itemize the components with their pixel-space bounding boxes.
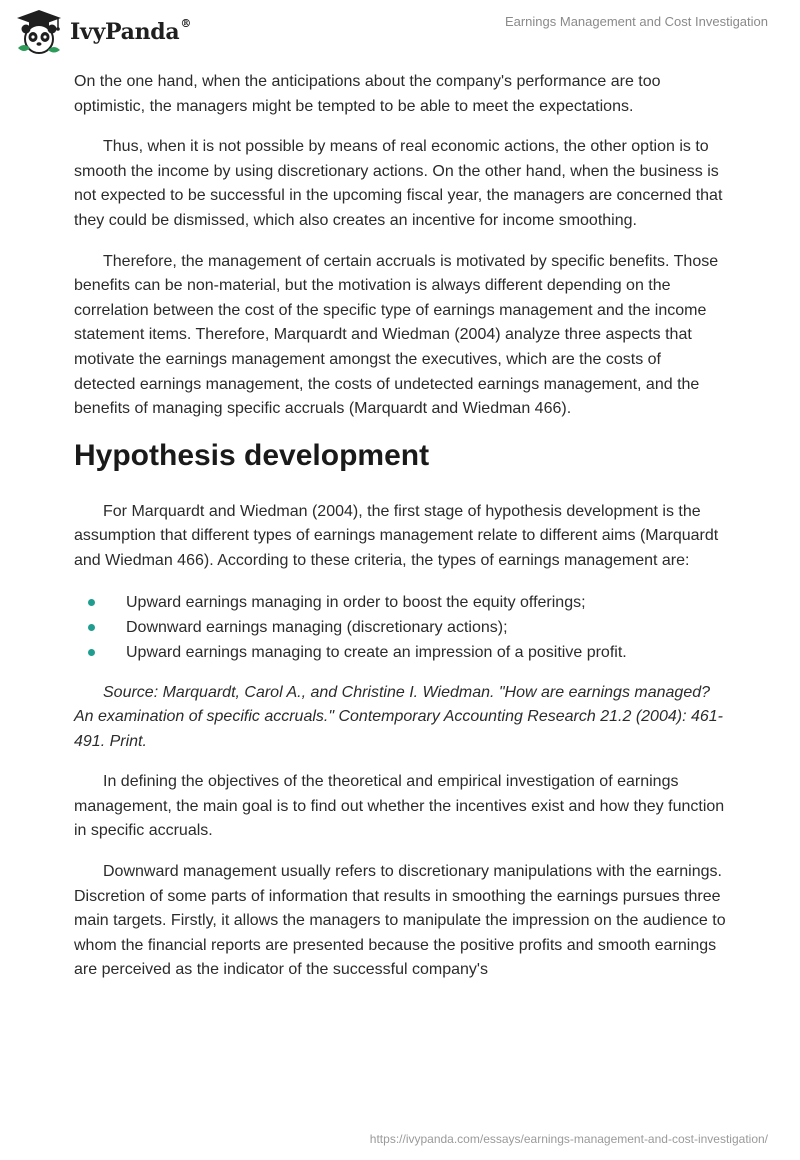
panda-logo-icon — [14, 8, 64, 56]
essay-content — [74, 70, 726, 999]
list-item — [74, 640, 726, 665]
paragraph-1: On the one hand, when the anticipations about the company's performance are too optimistic, the managers might be tempted to be able to meet the expectations. — [74, 73, 661, 115]
list-item-text: Downward earnings managing (discretionary actions); — [126, 618, 508, 636]
document-title: Earnings Management and Cost Investigation — [504, 14, 768, 29]
list-item — [74, 615, 726, 640]
bullet-icon — [88, 649, 95, 656]
page-header — [0, 0, 800, 64]
registered-mark: ® — [180, 17, 192, 30]
section-heading: Hypothesis development — [74, 438, 430, 472]
brand-logo[interactable] — [14, 6, 191, 58]
list-item-text: Upward earnings managing in order to boost the equity offerings; — [126, 593, 586, 611]
bullet-icon — [88, 624, 95, 631]
source-url[interactable]: https://ivypanda.com/essays/earnings-management-and-cost-investigation/ — [369, 1132, 768, 1146]
list-item-text: Upward earnings managing to create an impression of a positive profit. — [126, 643, 627, 661]
paragraph-5: In defining the objectives of the theoretical and empirical investigation of earnings management, the main goal is to find out whether the incentives exist and how they function in specific accruals. — [74, 773, 725, 840]
earnings-types-list — [74, 590, 726, 665]
paragraph-2: Thus, when it is not possible by means of real economic actions, the other option is to smooth the income by using discretionary actions. On the other hand, when the business is not expected to be successful in the upcoming fiscal year, the managers are concerned that they could be dismissed, which also creates an incentive for income smoothing. — [74, 138, 723, 229]
paragraph-3: Therefore, the management of certain accruals is motivated by specific benefits. Those benefits can be non-material, but the motivation is always different depending on the correlation between the cost of the specific type of earnings management and the income statement items. Therefore, Marquardt and Wiedman (2004) analyze three aspects that motivate the earnings management amongst the executives, which are the costs of detected earnings management, the costs of undetected earnings management, and the benefits of managing specific accruals (Marquardt and Wiedman 466). — [74, 252, 719, 418]
bullet-icon — [88, 599, 95, 606]
brand-name-text: IvyPanda — [70, 19, 180, 45]
paragraph-4: For Marquardt and Wiedman (2004), the first stage of hypothesis development is the assumption that different types of earnings management relate to different aims (Marquardt and Wiedman 466). According to these criteria, the types of earnings management are: — [74, 502, 719, 569]
paragraph-6: Downward management usually refers to discretionary manipulations with the earnings. Discretion of some parts of information that results in smoothing the earnings pursues three main targets. Firstly, it allows the managers to manipulate the impression on the audience to whom the financial reports are presented because the positive profits and smooth earnings are perceived as the indicator of the successful company's — [74, 863, 726, 979]
list-item — [74, 590, 726, 615]
brand-name — [70, 19, 191, 45]
source-citation: Source: Marquardt, Carol A., and Christine I. Wiedman. "How are earnings managed? An examination of specific accruals." Contemporary Accounting Research 21.2 (2004): 461-491. Print. — [74, 683, 723, 750]
